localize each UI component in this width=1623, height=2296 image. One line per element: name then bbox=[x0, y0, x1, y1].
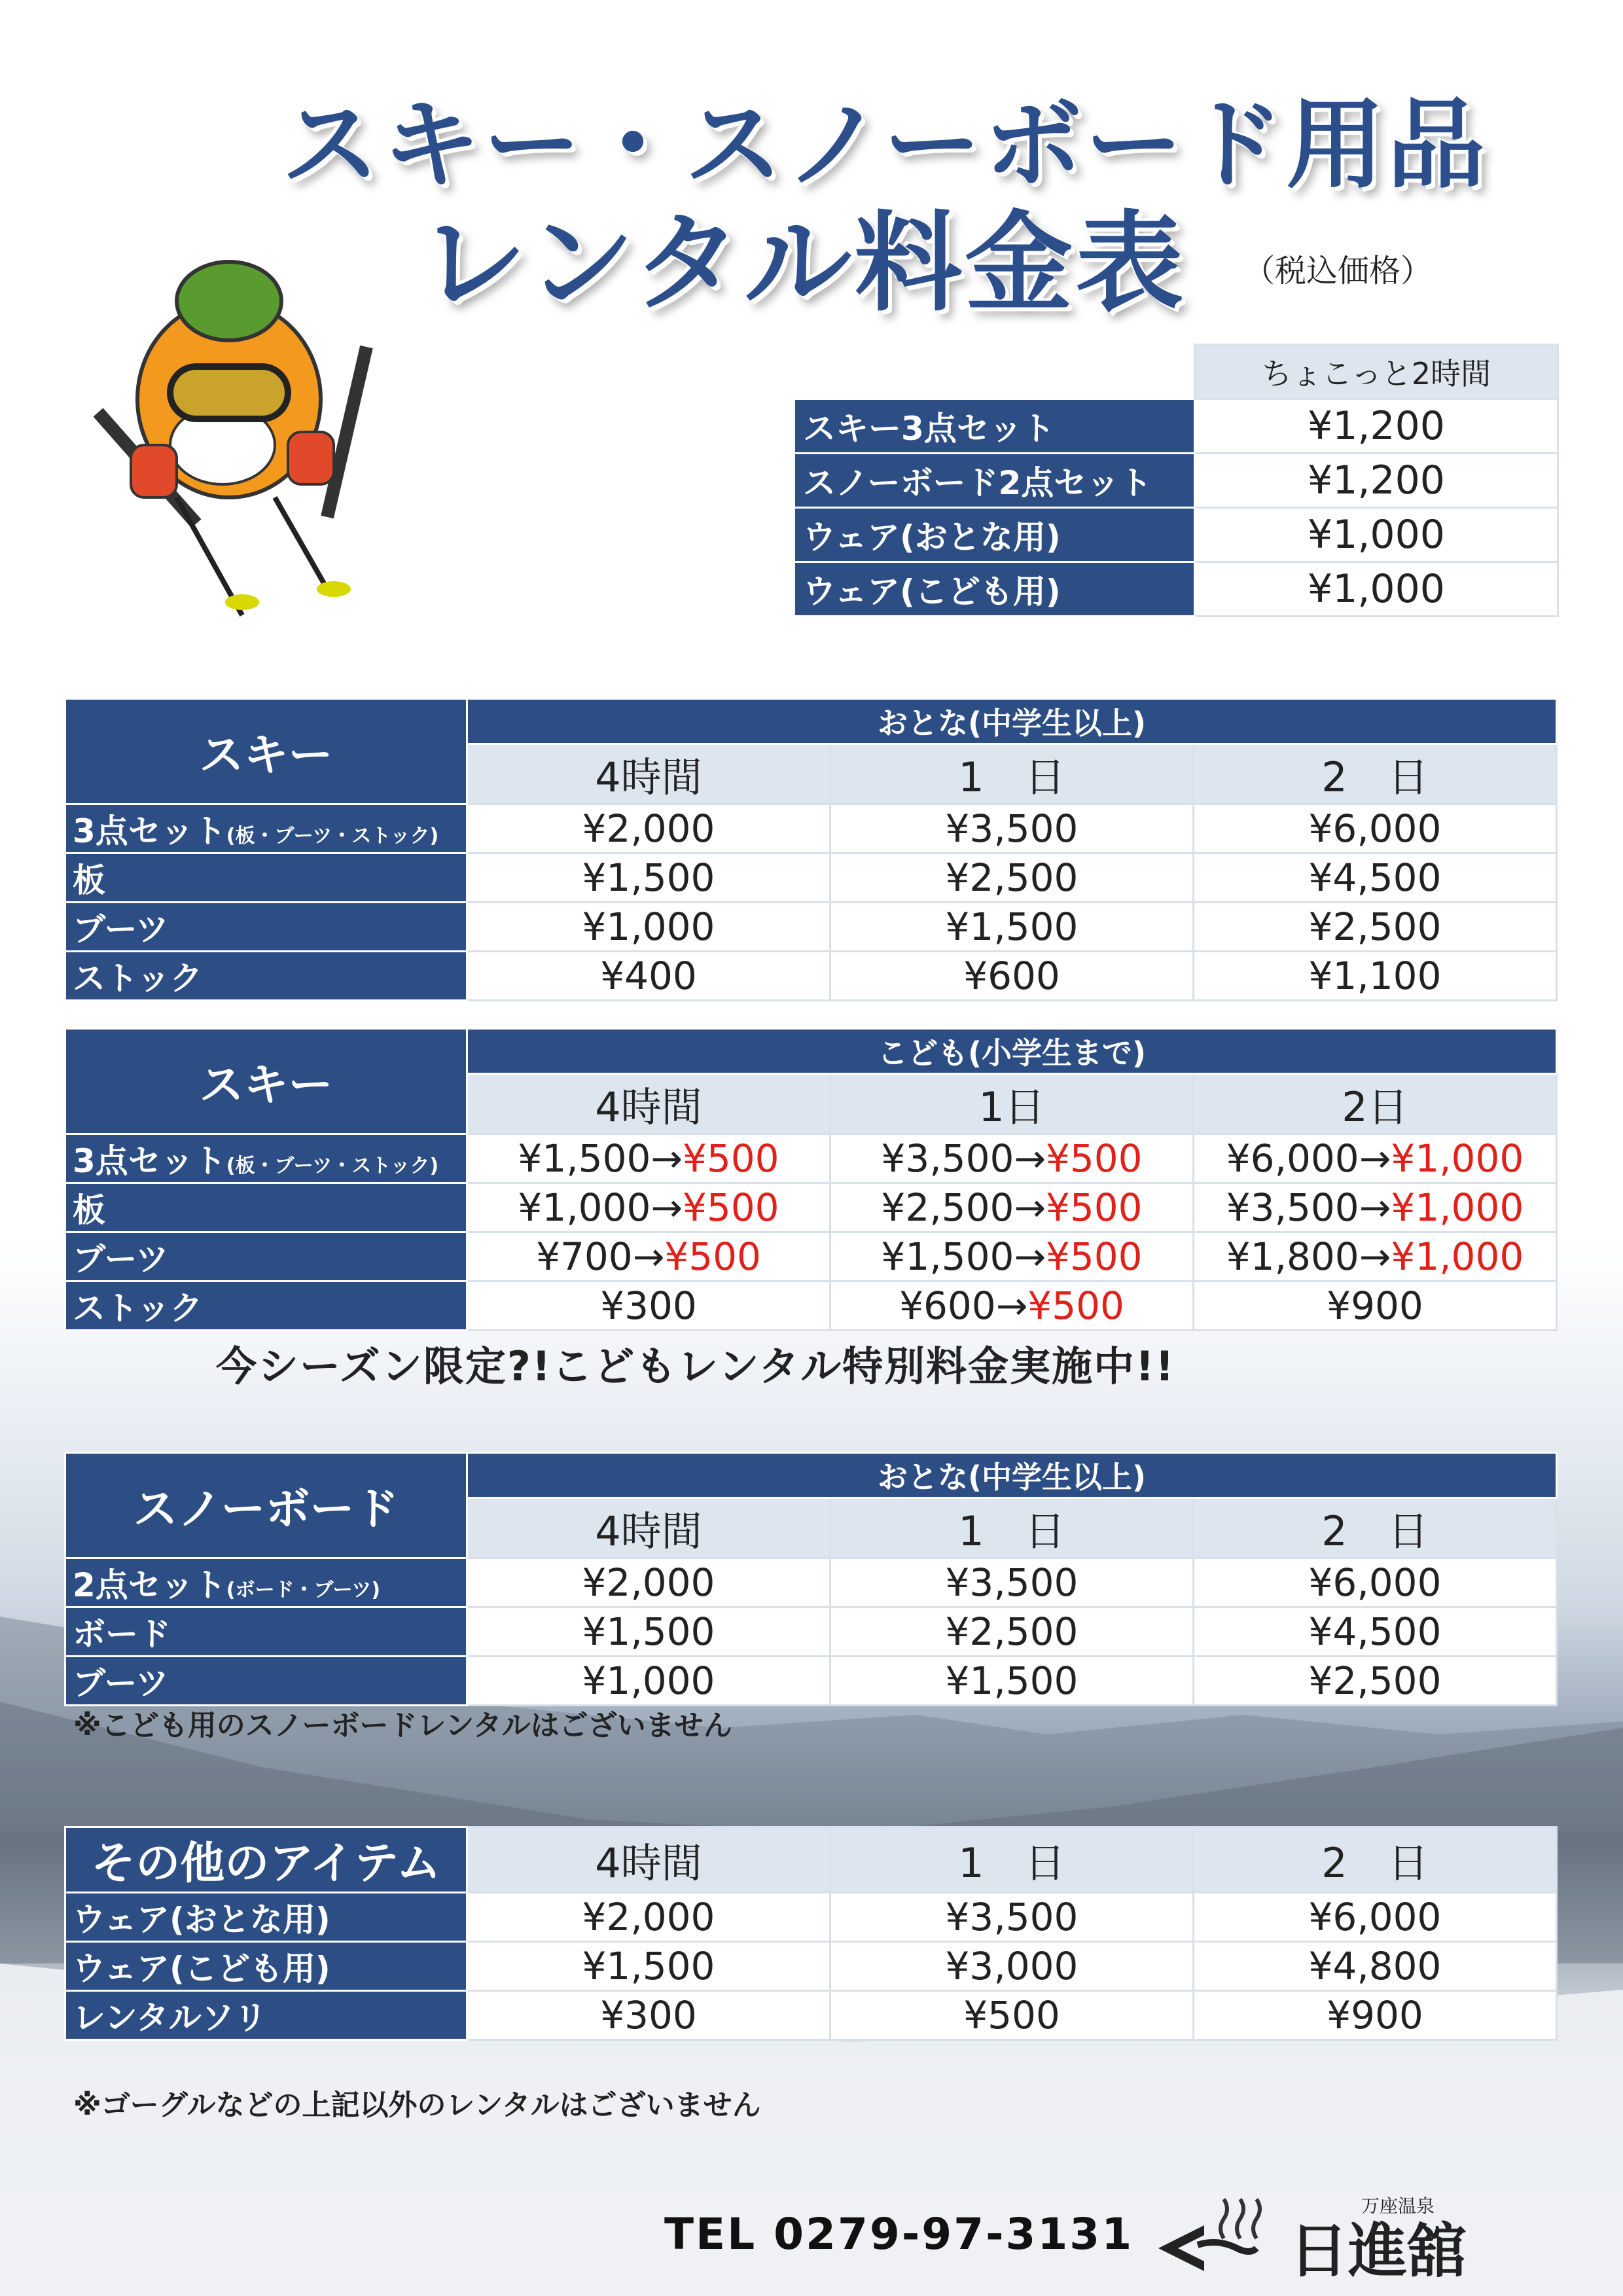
regular-price: ¥3,500→ bbox=[1226, 1185, 1391, 1230]
column-header: 4時間 bbox=[467, 1074, 830, 1134]
regular-price: ¥900 bbox=[1327, 1993, 1423, 2037]
short-rental-table bbox=[793, 344, 1559, 617]
price-cell bbox=[467, 1657, 830, 1706]
regular-price: ¥1,500→ bbox=[518, 1136, 683, 1181]
price-cell bbox=[830, 903, 1194, 952]
row-label-text: 板 bbox=[73, 861, 105, 899]
row-label bbox=[65, 853, 467, 903]
table-group-header: こども(小学生まで) bbox=[467, 1029, 1557, 1074]
regular-price: ¥700→ bbox=[536, 1234, 665, 1279]
row-label-text: 3点セット bbox=[73, 812, 226, 850]
table-group-header: おとな(中学生以上) bbox=[467, 1453, 1557, 1498]
price-cell bbox=[1194, 1282, 1557, 1331]
price-cell bbox=[830, 853, 1194, 903]
table-corner-title: スキー bbox=[65, 699, 467, 804]
regular-price: ¥3,500 bbox=[945, 1560, 1079, 1605]
price-cell bbox=[467, 1942, 830, 1991]
row-label-text: 3点セット bbox=[73, 1142, 226, 1180]
price-cell bbox=[1194, 853, 1557, 903]
campaign-banner: 今シーズン限定?!こどもレンタル特別料金実施中!! bbox=[216, 1342, 1175, 1390]
regular-price: ¥600 bbox=[963, 954, 1060, 998]
price-cell bbox=[830, 1134, 1194, 1183]
row-label bbox=[65, 1942, 467, 1991]
row-label-text: ウェア(おとな用) bbox=[73, 1901, 330, 1939]
price-cell bbox=[467, 1607, 830, 1657]
price-cell bbox=[830, 804, 1194, 853]
regular-price: ¥2,500 bbox=[1308, 905, 1442, 949]
row-label bbox=[65, 1991, 467, 2040]
row-label bbox=[65, 1607, 467, 1657]
price-cell bbox=[467, 952, 830, 1001]
short-rental-price: ¥1,000 bbox=[1195, 562, 1558, 617]
discount-price: ¥500 bbox=[1045, 1234, 1143, 1279]
price-cell bbox=[467, 1558, 830, 1607]
regular-price: ¥6,000 bbox=[1308, 806, 1442, 851]
column-header: 4時間 bbox=[467, 1498, 830, 1558]
snowboard-note: ※こども用のスノーボードレンタルはございません bbox=[73, 1709, 732, 1742]
row-label-text: ウェア(こども用) bbox=[73, 1950, 330, 1988]
regular-price: ¥6,000 bbox=[1308, 1560, 1442, 1605]
row-label bbox=[65, 1893, 467, 1942]
row-label-detail: (ボード・ブーツ) bbox=[226, 1579, 381, 1602]
price-cell bbox=[830, 952, 1194, 1001]
short-rental-label: スキー3点セット bbox=[794, 399, 1195, 454]
discount-price: ¥500 bbox=[682, 1185, 779, 1230]
price-cell bbox=[467, 903, 830, 952]
discount-price: ¥500 bbox=[1027, 1283, 1124, 1328]
row-label bbox=[65, 1657, 467, 1706]
price-cell bbox=[1194, 1183, 1557, 1232]
table-corner-title: その他のアイテム bbox=[65, 1827, 467, 1893]
discount-price: ¥500 bbox=[682, 1136, 779, 1181]
other-items-note: ※ゴーグルなどの上記以外のレンタルはございません bbox=[73, 2089, 761, 2122]
telephone-number: TEL 0279-97-3131 bbox=[664, 2209, 1134, 2259]
regular-price: ¥2,000 bbox=[582, 1895, 715, 1939]
price-cell bbox=[467, 1134, 830, 1183]
price-cell bbox=[830, 1232, 1194, 1282]
column-header: 2 日 bbox=[1194, 1498, 1557, 1558]
row-label-text: レンタルソリ bbox=[73, 1999, 267, 2037]
row-label bbox=[65, 1134, 467, 1183]
title-line-2: レンタル料金表 bbox=[419, 200, 1186, 326]
regular-price: ¥4,500 bbox=[1308, 855, 1442, 900]
regular-price: ¥2,500 bbox=[945, 1609, 1079, 1654]
table-group-header: おとな(中学生以上) bbox=[467, 699, 1557, 744]
regular-price: ¥2,500 bbox=[945, 855, 1079, 900]
regular-price: ¥1,800→ bbox=[1226, 1234, 1391, 1279]
row-label-text: ブーツ bbox=[73, 910, 169, 948]
discount-price: ¥1,000 bbox=[1391, 1234, 1524, 1279]
short-rental-price: ¥1,200 bbox=[1195, 399, 1558, 454]
regular-price: ¥2,500 bbox=[1308, 1659, 1442, 1703]
price-cell bbox=[830, 1893, 1194, 1942]
price-cell bbox=[467, 804, 830, 853]
price-cell bbox=[830, 1282, 1194, 1331]
regular-price: ¥6,000→ bbox=[1226, 1136, 1391, 1181]
discount-price: ¥500 bbox=[664, 1234, 761, 1279]
row-label-text: ブーツ bbox=[73, 1240, 169, 1278]
price-cell bbox=[830, 1657, 1194, 1706]
price-cell bbox=[467, 1282, 830, 1331]
regular-price: ¥1,000 bbox=[582, 1659, 715, 1703]
column-header: 1日 bbox=[830, 1074, 1194, 1134]
price-cell bbox=[1194, 1991, 1557, 2040]
column-header: 1 日 bbox=[830, 1827, 1194, 1893]
discount-price: ¥1,000 bbox=[1391, 1185, 1524, 1230]
regular-price: ¥6,000 bbox=[1308, 1895, 1442, 1939]
regular-price: ¥500 bbox=[963, 1993, 1060, 2037]
discount-price: ¥500 bbox=[1045, 1136, 1143, 1181]
regular-price: ¥3,500 bbox=[945, 806, 1079, 851]
nisshinkan-logo bbox=[1145, 2186, 1538, 2284]
short-rental-price: ¥1,200 bbox=[1195, 454, 1558, 508]
ski-mascot-illustration bbox=[79, 249, 406, 628]
row-label bbox=[65, 903, 467, 952]
regular-price: ¥300 bbox=[600, 1283, 697, 1328]
regular-price: ¥4,800 bbox=[1308, 1944, 1442, 1988]
discount-price: ¥500 bbox=[1045, 1185, 1143, 1230]
row-label bbox=[65, 1558, 467, 1607]
price-cell bbox=[1194, 1657, 1557, 1706]
price-cell bbox=[1194, 952, 1557, 1001]
regular-price: ¥1,000 bbox=[582, 905, 715, 949]
logo-subtitle: 万座温泉 bbox=[1361, 2195, 1435, 2217]
price-cell bbox=[467, 1232, 830, 1282]
table-corner-title: スキー bbox=[65, 1029, 467, 1134]
short-rental-label: ウェア(こども用) bbox=[794, 562, 1195, 617]
tax-note: （税込価格） bbox=[1243, 253, 1433, 289]
row-label bbox=[65, 1232, 467, 1282]
regular-price: ¥2,000 bbox=[582, 1560, 715, 1605]
discount-price: ¥1,000 bbox=[1391, 1136, 1524, 1181]
regular-price: ¥400 bbox=[600, 954, 697, 998]
price-cell bbox=[830, 1607, 1194, 1657]
column-header: 2 日 bbox=[1194, 1827, 1557, 1893]
title-line-1: スキー・スノーボード用品 bbox=[281, 88, 1488, 202]
regular-price: ¥1,500 bbox=[582, 1944, 715, 1988]
column-header: 2日 bbox=[1194, 1074, 1557, 1134]
column-header: 2 日 bbox=[1194, 744, 1557, 804]
price-cell bbox=[467, 1991, 830, 2040]
column-header: 1 日 bbox=[830, 744, 1194, 804]
short-rental-price: ¥1,000 bbox=[1195, 508, 1558, 562]
row-label-detail: (板・ブーツ・ストック) bbox=[226, 825, 439, 848]
price-cell bbox=[830, 1558, 1194, 1607]
row-label-detail: (板・ブーツ・ストック) bbox=[226, 1155, 439, 1177]
regular-price: ¥3,500 bbox=[945, 1895, 1079, 1939]
price-cell bbox=[1194, 1134, 1557, 1183]
price-cell bbox=[830, 1183, 1194, 1232]
short-rental-empty-corner bbox=[794, 345, 1195, 399]
column-header: 4時間 bbox=[467, 1827, 830, 1893]
price-cell bbox=[1194, 1607, 1557, 1657]
price-cell bbox=[1194, 1232, 1557, 1282]
ski-adult-price-table bbox=[64, 698, 1558, 1001]
price-cell bbox=[1194, 903, 1557, 952]
regular-price: ¥1,500 bbox=[582, 855, 715, 900]
column-header: 1 日 bbox=[830, 1498, 1194, 1558]
other-items-price-table bbox=[64, 1826, 1558, 2041]
regular-price: ¥1,500 bbox=[945, 1659, 1079, 1703]
price-cell bbox=[467, 853, 830, 903]
ski-child-price-table bbox=[64, 1028, 1558, 1331]
price-cell bbox=[1194, 1893, 1557, 1942]
row-label bbox=[65, 1282, 467, 1331]
regular-price: ¥2,500→ bbox=[881, 1185, 1046, 1230]
regular-price: ¥300 bbox=[600, 1993, 697, 2037]
row-label-text: ストック bbox=[73, 1289, 203, 1327]
row-label-text: 板 bbox=[73, 1191, 105, 1229]
regular-price: ¥4,500 bbox=[1308, 1609, 1442, 1654]
regular-price: ¥3,000 bbox=[945, 1944, 1079, 1988]
regular-price: ¥1,500 bbox=[945, 905, 1079, 949]
regular-price: ¥900 bbox=[1327, 1283, 1423, 1328]
row-label-text: ボード bbox=[73, 1615, 171, 1653]
row-label-text: ブーツ bbox=[73, 1664, 169, 1702]
row-label-text: 2点セット bbox=[73, 1566, 226, 1604]
price-cell bbox=[467, 1183, 830, 1232]
price-cell bbox=[830, 1942, 1194, 1991]
price-cell bbox=[1194, 804, 1557, 853]
regular-price: ¥1,500 bbox=[582, 1609, 715, 1654]
price-cell bbox=[830, 1991, 1194, 2040]
price-cell bbox=[467, 1893, 830, 1942]
row-label bbox=[65, 1183, 467, 1232]
table-corner-title: スノーボード bbox=[65, 1453, 467, 1558]
price-cell bbox=[1194, 1558, 1557, 1607]
regular-price: ¥600→ bbox=[899, 1283, 1028, 1328]
price-cell bbox=[1194, 1942, 1557, 1991]
short-rental-label: スノーボード2点セット bbox=[794, 454, 1195, 508]
column-header: 4時間 bbox=[467, 744, 830, 804]
short-rental-label: ウェア(おとな用) bbox=[794, 508, 1195, 562]
regular-price: ¥1,500→ bbox=[881, 1234, 1046, 1279]
snowboard-price-table bbox=[64, 1452, 1558, 1706]
row-label-text: ストック bbox=[73, 960, 203, 997]
regular-price: ¥1,000→ bbox=[518, 1185, 683, 1230]
regular-price: ¥2,000 bbox=[582, 806, 715, 851]
row-label bbox=[65, 952, 467, 1001]
short-rental-header: ちょこっと2時間 bbox=[1195, 345, 1558, 399]
logo-title: 日進舘 bbox=[1289, 2217, 1466, 2284]
row-label bbox=[65, 804, 467, 853]
regular-price: ¥1,100 bbox=[1308, 954, 1442, 998]
regular-price: ¥3,500→ bbox=[881, 1136, 1046, 1181]
